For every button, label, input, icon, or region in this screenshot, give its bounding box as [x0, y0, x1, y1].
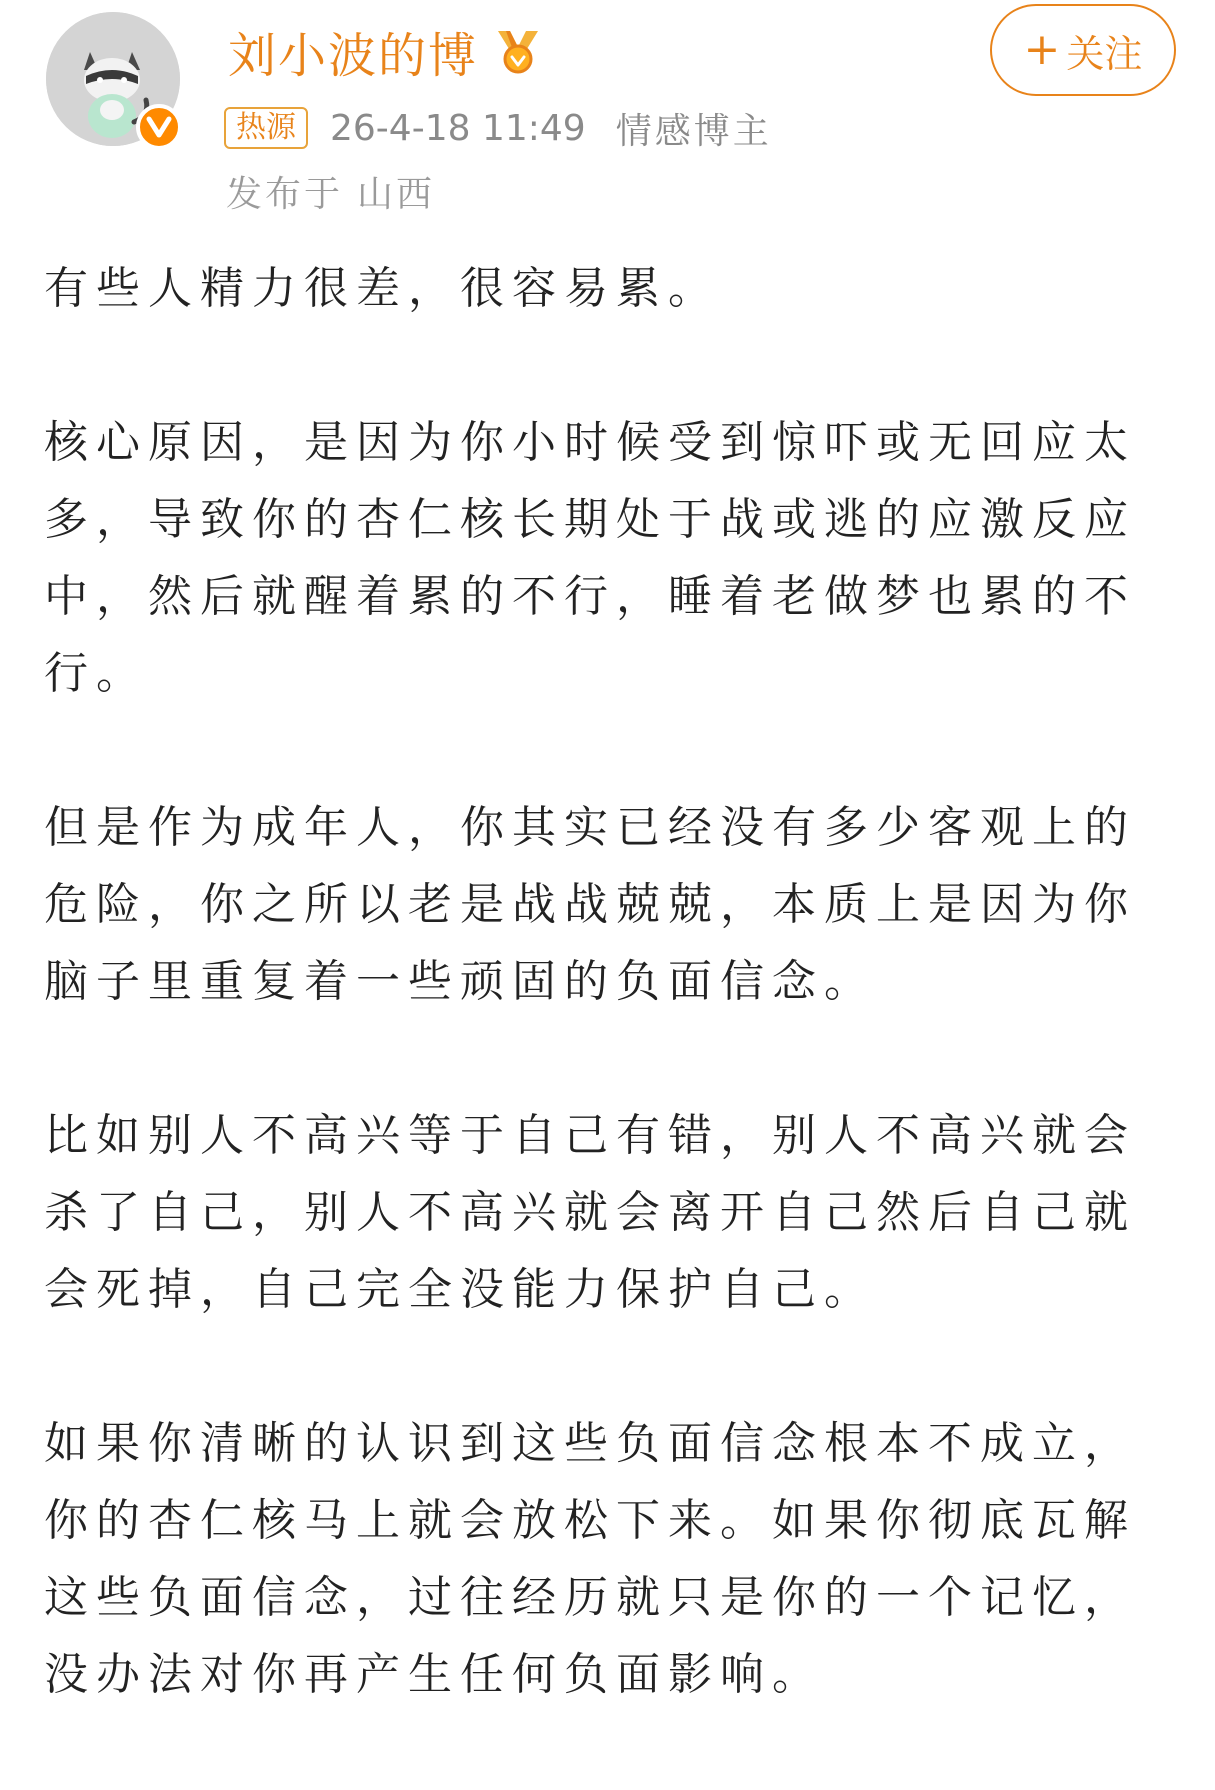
location-row [226, 166, 435, 216]
author-name-row [228, 18, 544, 84]
post-paragraph: 有些人精力很差，很容易累。 [44, 263, 720, 314]
plus-icon: + [1023, 24, 1061, 75]
author-category: 情感博主 [615, 110, 772, 152]
gold-medal-icon[interactable] [492, 27, 544, 75]
post-time: 26-4-18 11:49 [330, 107, 586, 149]
post-paragraph: 比如别人不高兴等于自己有错，别人不高兴就会杀了自己，别人不高兴就会离开自己然后自己就会死掉，自己完全没能力保护自己。 [44, 1110, 1136, 1315]
follow-button[interactable] [990, 4, 1176, 96]
verified-v-icon [146, 116, 172, 138]
post-meta-row [224, 104, 772, 152]
post-paragraph: 但是作为成年人，你其实已经没有多少客观上的危险，你之所以老是战战兢兢，本质上是因为你脑子里重复着一些顽固的负面信念。 [44, 802, 1136, 1007]
post-header [0, 0, 1215, 230]
location-label: 发布于 [226, 173, 344, 215]
verified-badge [136, 104, 182, 150]
follow-label: 关注 [1066, 31, 1143, 76]
post-paragraph: 如果你清晰的认识到这些负面信念根本不成立，你的杏仁核马上就会放松下来。如果你彻底瓦解这些负面信念，过往经历就只是你的一个记忆，没办法对你再产生任何负面影响。 [44, 1418, 1136, 1700]
post-paragraph: 核心原因，是因为你小时候受到惊吓或无回应太多，导致你的杏仁核长期处于战或逃的应激反应中，然后就醒着累的不行，睡着老做梦也累的不行。 [44, 417, 1136, 699]
author-name[interactable]: 刘小波的博 [228, 27, 479, 84]
location-value: 山西 [357, 173, 436, 215]
hot-tag[interactable]: 热源 [224, 107, 308, 149]
post-body [44, 250, 1172, 1790]
